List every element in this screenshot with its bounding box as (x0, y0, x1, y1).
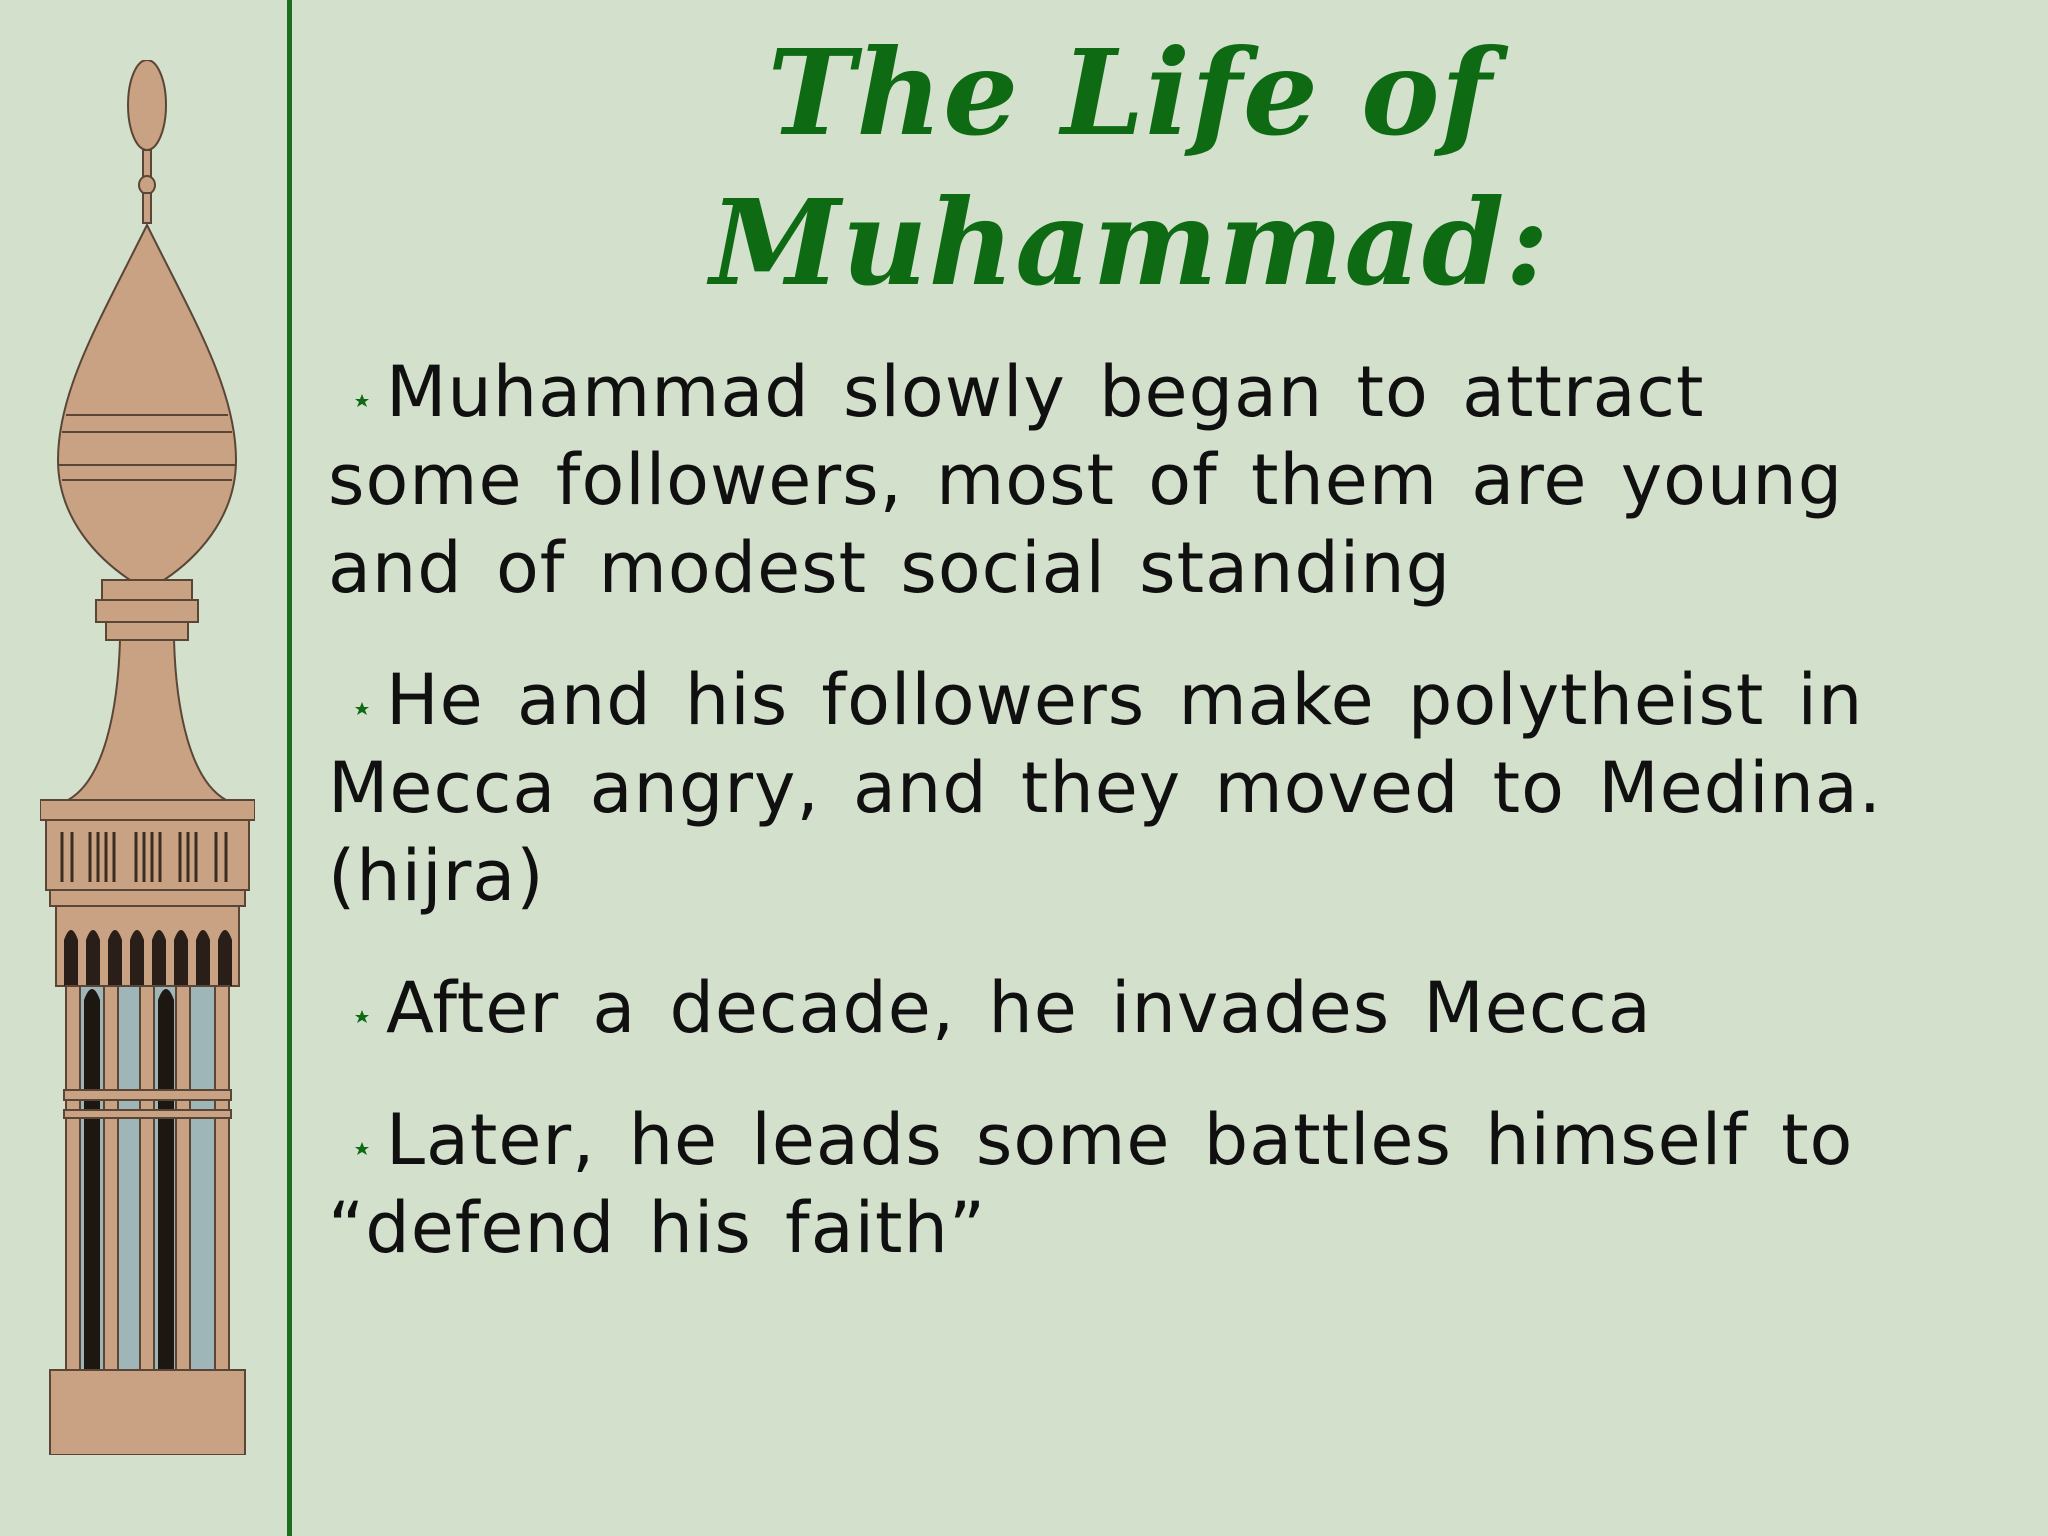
crescent-star-icon (328, 682, 376, 730)
bullet-item (328, 656, 1908, 920)
bullet-item (328, 1096, 1908, 1272)
slide-title: The Life of Muhammad: (710, 23, 1550, 312)
crescent-star-icon (328, 374, 376, 422)
bullet-list (328, 348, 1908, 1316)
minaret-illustration (40, 60, 255, 1455)
crescent-star-icon (328, 1122, 376, 1170)
bullet-item (328, 964, 1908, 1052)
bullet-item (328, 348, 1908, 612)
bullet-text: He and his followers make polytheist in Mecca angry, and they moved to Medina. (hijra) (328, 659, 1883, 917)
crescent-star-icon (328, 990, 376, 1038)
bullet-text: Later, he leads some battles himself to “defend his faith” (328, 1099, 1854, 1269)
bullet-text: After a decade, he invades Mecca (386, 967, 1652, 1049)
bullet-text: Muhammad slowly began to attract some followers, most of them are young and of modest social standing (328, 351, 1844, 609)
vertical-divider (287, 0, 292, 1536)
